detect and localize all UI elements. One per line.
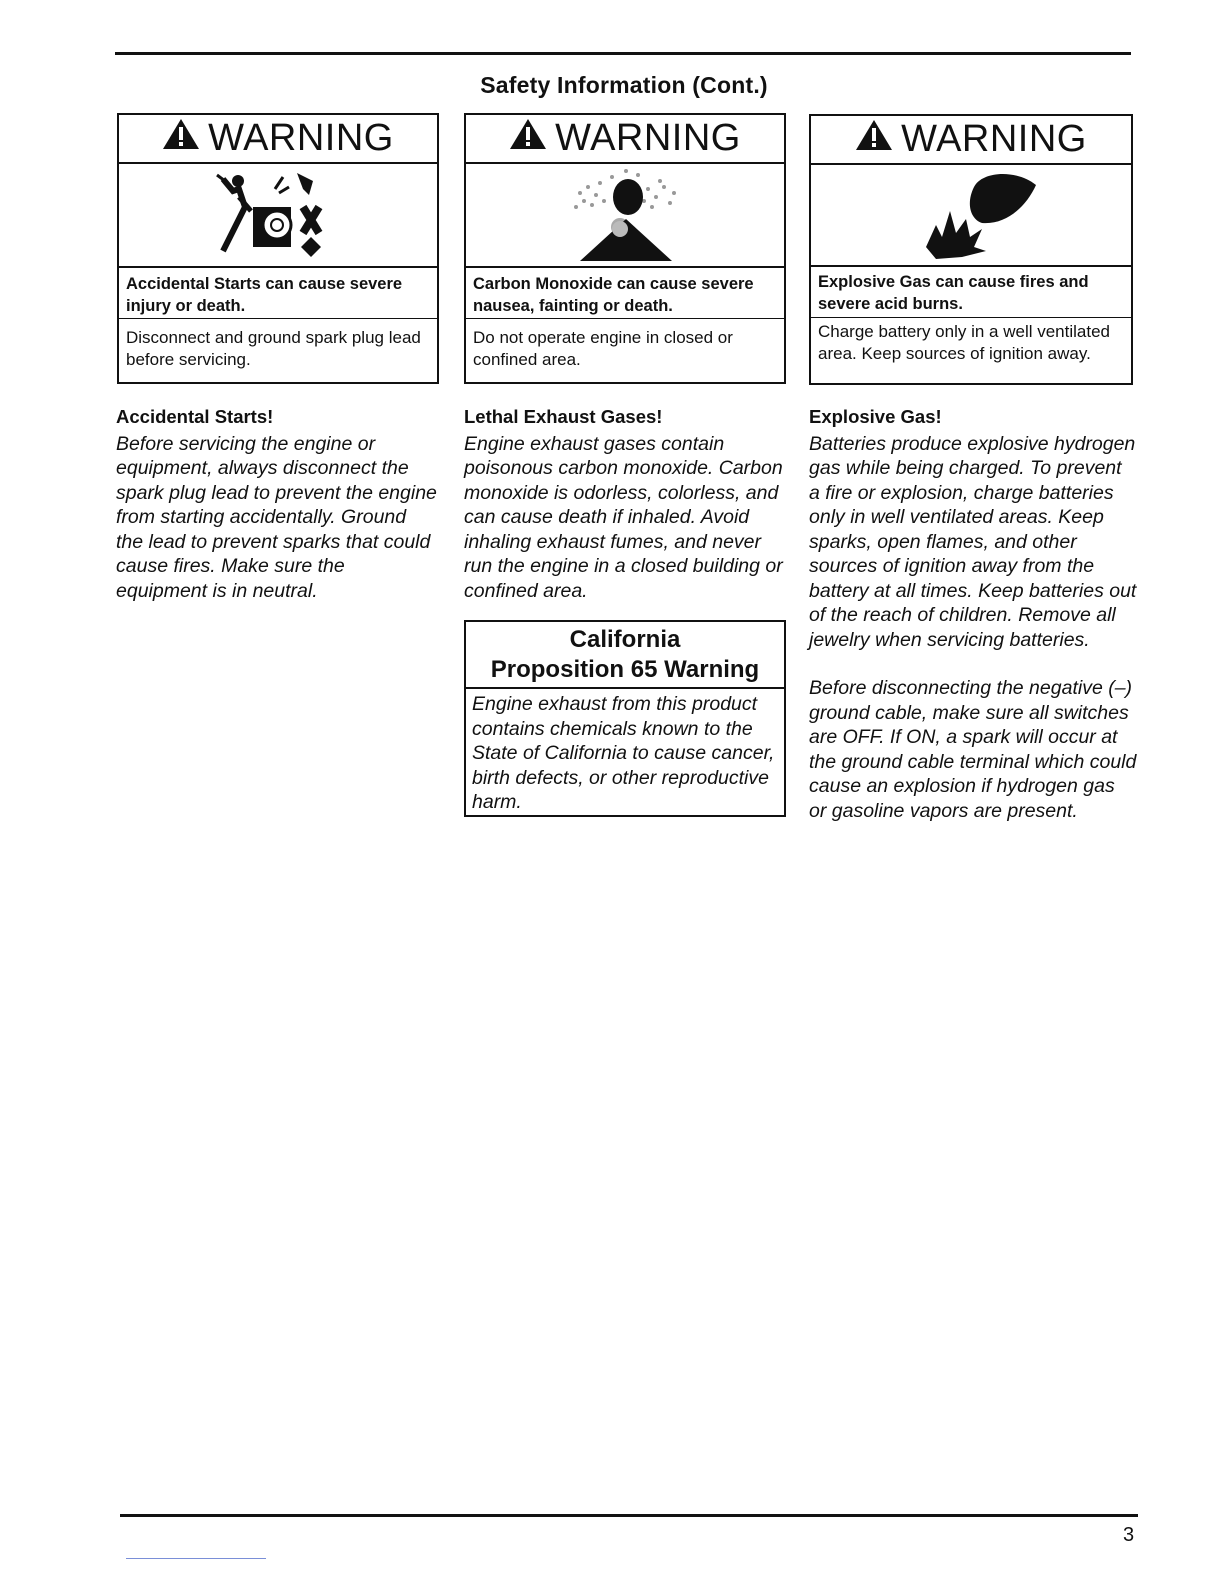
warning-instruction-text: Do not operate engine in closed or confined area. [473,328,733,369]
top-rule [115,52,1131,55]
section-title: Explosive Gas! [809,406,942,427]
prop65-body: Engine exhaust from this product contains chemicals known to the State of California to cause cancer, birth defects, or other reproductive harm. [472,693,775,813]
warning-hazard-text: Carbon Monoxide can cause severe nausea, fainting or death. [466,268,784,319]
accidental-start-pictogram-icon [119,164,437,268]
warning-box-carbon-monoxide [464,113,786,384]
bottom-rule [120,1514,1138,1517]
warning-box-accidental-starts [117,113,439,384]
warning-triangle-icon [509,117,547,160]
section-lethal-exhaust-gases [464,405,786,603]
carbon-monoxide-pictogram-icon [466,164,784,268]
section-body: Engine exhaust gases contain poisonous carbon monoxide. Carbon monoxide is odorless, colorless, and can cause death if inhaled. Avoid inhaling exhaust fumes, and never run the engine in a closed building or confined area. [464,432,783,602]
section-title: Accidental Starts! [116,406,274,427]
prop65-heading: California Proposition 65 Warning [466,622,784,689]
page-number: 3 [1123,1524,1135,1546]
warning-triangle-icon [162,117,200,160]
footer-link-line [126,1558,266,1559]
section-body-continued: Before disconnecting the negative (–) ground cable, make sure all switches are OFF. If ON, a spark will occur at the ground cable terminal which could cause an explosion if hydrogen gas or gasoline vapors are present. [809,677,1137,822]
warning-heading: WARNING [811,116,1131,165]
warning-hazard-text: Explosive Gas can cause fires and severe acid burns. [811,267,1131,318]
section-title: Lethal Exhaust Gases! [464,406,663,427]
warning-instruction-text: Disconnect and ground spark plug lead before servicing. [126,328,421,369]
page-title: Safety Information (Cont.) [480,72,768,98]
section-body: Batteries produce explosive hydrogen gas while being charged. To prevent a fire or explosion, charge batteries only in well ventilated areas. Keep sparks, open flames, and other sources of ignition away from the battery at all times. Keep batteries out of the reach of children. Remove all jewelry when servicing batteries. [809,432,1137,651]
section-explosive-gas [809,405,1137,823]
warning-triangle-icon [855,118,893,161]
warning-box-explosive-gas [809,114,1133,385]
warning-instruction-text: Charge battery only in a well ventilated area. Keep sources of ignition away. [818,322,1110,363]
warning-heading: WARNING [119,115,437,164]
warning-hazard-text: Accidental Starts can cause severe injury or death. [119,268,437,319]
section-accidental-starts [116,405,438,603]
explosive-gas-pictogram-icon [811,165,1131,267]
section-body: Before servicing the engine or equipment, always disconnect the spark plug lead to prevent the engine from starting accidentally. Ground the lead to prevent sparks that could cause fires. Make sure the equipment is in neutral. [116,432,437,602]
prop65-warning-box [464,620,786,817]
warning-heading: WARNING [466,115,784,164]
